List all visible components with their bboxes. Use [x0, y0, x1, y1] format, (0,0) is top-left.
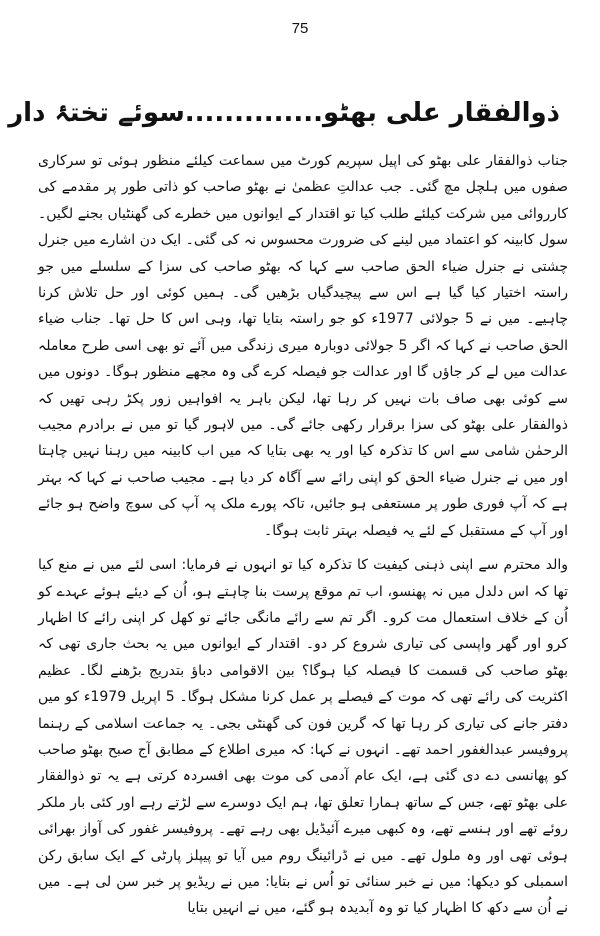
paragraph: جناب ذوالفقار علی بھٹو کی اپیل سپریم کورٹ میں سماعت کیلئے منظور ہوئی تو سرکاری صفوں میں ہلچل مچ گئی۔ جب عدالتِ عظمیٰ نے بھٹو صاحب کو ذاتی طور پر مقدمے کی کارروائی میں شرکت کیلئے طلب کیا تو اقتدار کے ایوانوں میں خطرے کی گھنٹیاں بجنے لگیں۔ سول کابینہ کو اعتماد میں لینے کی ضرورت محسوس نہ کی گئی۔ ایک دن اشارے میں جنرل چشتی نے جنرل ضیاء الحق صاحب سے کہا کہ بھٹو صاحب کی سزا کے سلسلے میں جو راستہ اختیار کیا گیا ہے اس سے پیچیدگیاں بڑھیں گی۔ ہمیں کوئی اور حل تلاش کرنا چاہیے۔ میں نے 5 جولائی 1977ء کو جو راستہ بتایا تھا، وہی اس کا حل تھا۔ جناب ضیاء الحق صاحب نے کہا کہ اگر 5 جولائی دوبارہ میری زندگی میں آئے تو بھی اسی طرح معاملہ عدالت میں لے کر جاؤں گا اور عدالت جو فیصلہ کرے گی وہ مجھے منظور ہوگا۔ دونوں میں سے کوئی بھی صاف بات نہیں کر رہا تھا، لیکن باہر یہ افواہیں زور پکڑ رہی تھیں کہ ذوالفقار علی بھٹو کی سزا برقرار رکھی جائے گی۔ میں لاہور گیا تو میں نے برادرم مجیب الرحمٰن شامی سے اس کا تذکرہ کیا اور یہ بھی بتایا کہ میں اب کابینہ میں رہنا نہیں چاہتا اور میں نے جنرل ضیاء الحق کو اپنی رائے سے آگاہ کر دیا ہے۔ مجیب صاحب نے کہا کہ بہتر ہے کہ آپ فوری طور پر مستعفی ہو جائیں، تاکہ پورے ملک پہ آپ کی سوچ واضح ہو جائے اور آپ کے مستقبل کے لئے یہ فیصلہ بہتر ثابت ہوگا۔	[38, 153, 568, 539]
body-text	[38, 148, 568, 922]
paragraph: والد محترم سے اپنی ذہنی کیفیت کا تذکرہ کیا تو انہوں نے فرمایا: اسی لئے میں نے منع کیا تھا کہ اس دلدل میں نہ پھنسو، اب تم موقع پرست بنا چاہتے ہو، اُن کے دیئے ہوئے عہدے کو اُن کے خلاف استعمال مت کرو۔ اگر تم سے رائے مانگی جائے تو کھل کر اپنی رائے کا اظہار کرو اور گھر واپسی کی تیاری شروع کر دو۔ اقتدار کے ایوانوں میں یہ بحث جاری تھی کہ بھٹو صاحب کی قسمت کا فیصلہ کیا ہوگا؟ بین الاقوامی دباؤ بتدریج بڑھنے لگا۔ عظیم اکثریت کی رائے تھی کہ موت کے فیصلے پر عمل کرنا مشکل ہوگا۔ 5 اپریل 1979ء کو میں دفتر جانے کی تیاری کر رہا تھا کہ گرین فون کی گھنٹی بجی۔ یہ جماعت اسلامی کے رہنما پروفیسر عبدالغفور احمد تھے۔ انہوں نے کہا: کہ میری اطلاع کے مطابق آج صبح بھٹو صاحب کو پھانسی دے دی گئی ہے، ایک عام آدمی کی موت بھی افسردہ کرتی ہے یہ تو ذوالفقار علی بھٹو تھے، جس کے ساتھ ہمارا تعلق تھا، ہم ایک دوسرے سے لڑتے رہے اور کئی بار ملکر روئے تھے اور ہنسے تھے، وہ کبھی میرے آئیڈیل بھی رہے تھے۔ پروفیسر غفور کی آواز بھرائی ہوئی تھی اور وہ ملول تھے۔ میں نے ڈرائینگ روم میں آیا تو پیپلز پارٹی کے ایک سابق رکن اسمبلی کو دیکھا: میں نے خبر سنائی تو اُس نے بتایا: میں نے ریڈیو پر خبر سن لی ہے۔ میں نے اُن سے دکھ کا اظہار کیا تو وہ آبدیدہ ہو گئے، میں نے انہیں بتایا	[38, 557, 568, 917]
page-number: 75	[291, 20, 309, 37]
chapter-title: ذوالفقار علی بھٹو..............سوئے تختۂ دار	[8, 98, 560, 128]
